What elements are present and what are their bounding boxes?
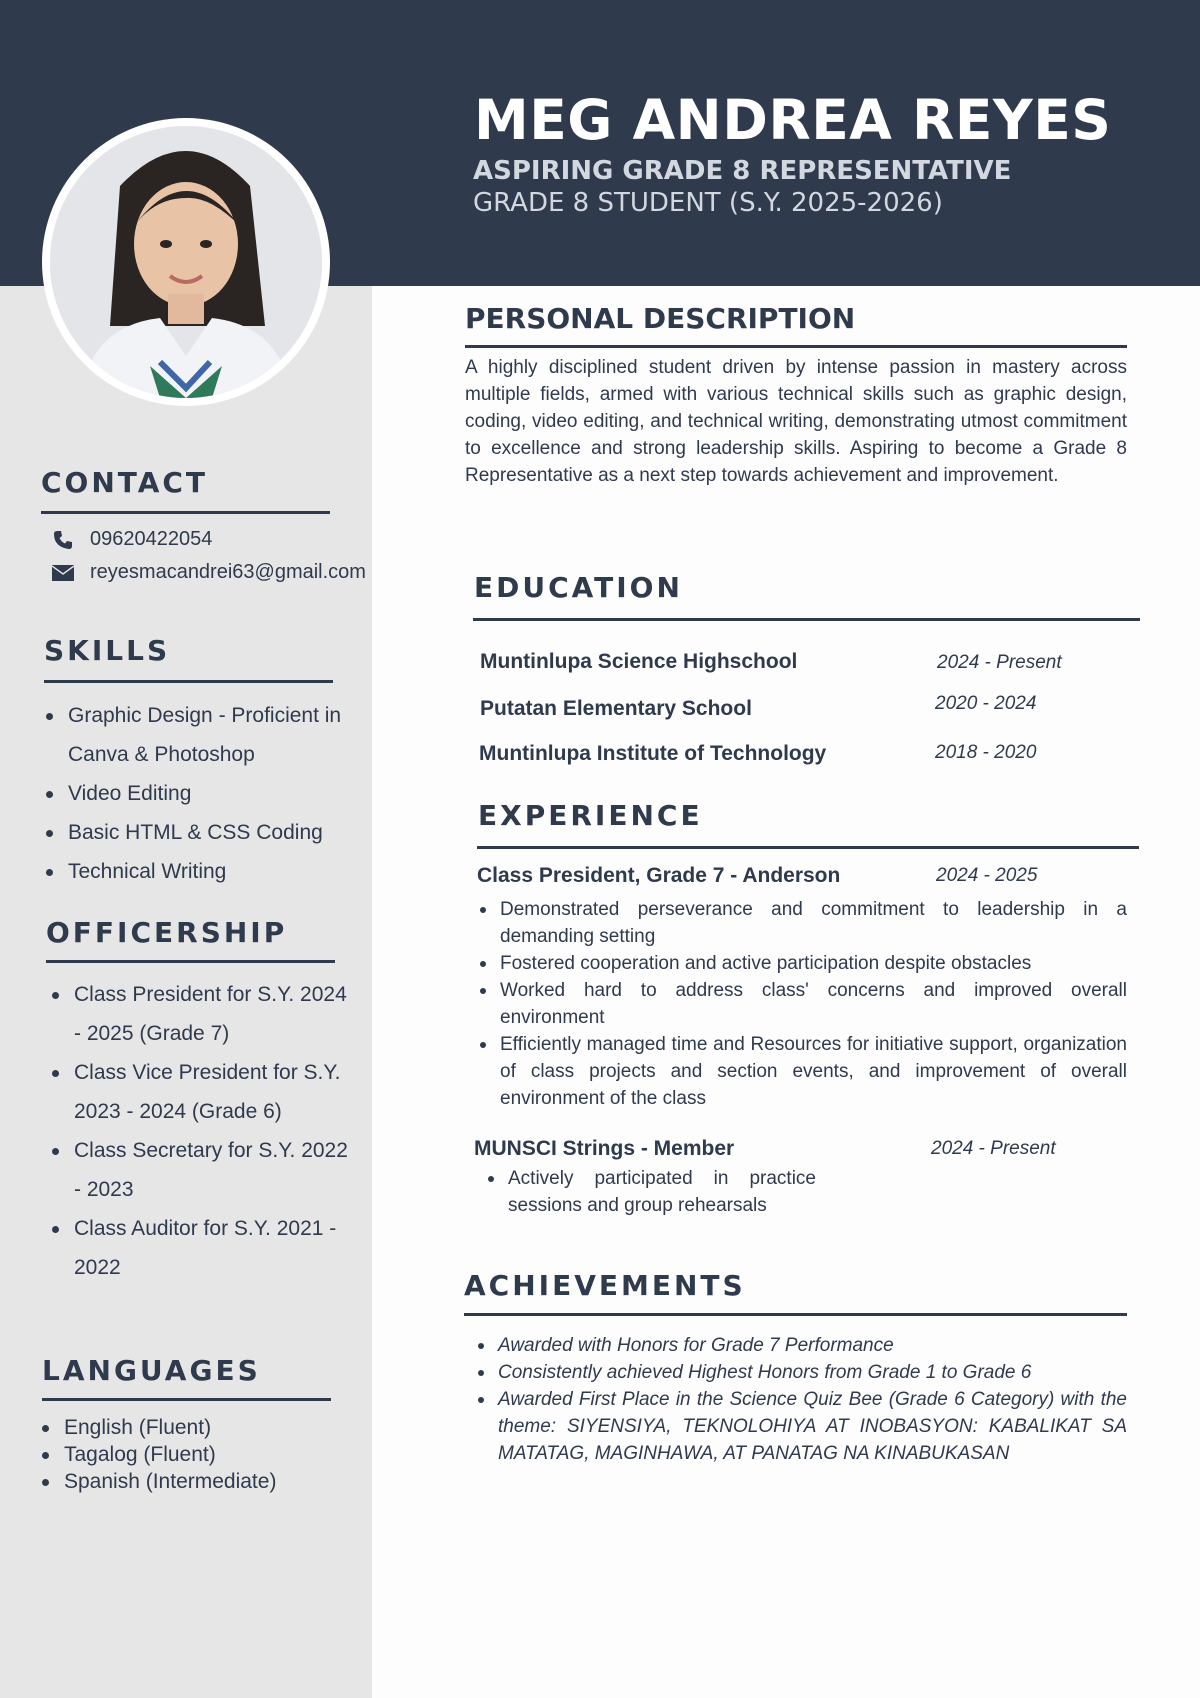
skills-heading: SKILLS — [44, 634, 171, 667]
achievement-item: Awarded First Place in the Science Quiz Bee (Grade 6 Category) with the theme: SIYENSIYA, TEKNOLOHIYA AT INOBASYON: KABALIKAT SA MATATAG, MAGINHAWA, AT PANATAG NA KINABUKASAN — [476, 1386, 1127, 1467]
officership-list — [50, 975, 350, 1287]
candidate-role: ASPIRING GRADE 8 REPRESENTATIVE — [473, 156, 1012, 186]
skill-item: Video Editing — [44, 774, 344, 813]
personal-description-heading: PERSONAL DESCRIPTION — [465, 302, 856, 335]
languages-list — [40, 1414, 340, 1495]
education-years: 2024 - Present — [937, 652, 1062, 673]
experience-divider — [477, 846, 1139, 849]
education-divider — [473, 618, 1140, 621]
experience-bullet: Actively participated in practice sessions and group rehearsals — [486, 1165, 816, 1219]
skill-item: Technical Writing — [44, 852, 344, 891]
experience-title: Class President, Grade 7 - Anderson — [477, 864, 841, 887]
office-item: Class President for S.Y. 2024 - 2025 (Grade 7) — [50, 975, 350, 1053]
languages-divider — [42, 1398, 331, 1401]
experience-heading: EXPERIENCE — [478, 799, 703, 832]
email-address: reyesmacandrei63@gmail.com — [90, 561, 366, 583]
achievement-item: Consistently achieved Highest Honors from Grade 1 to Grade 6 — [476, 1359, 1127, 1386]
skill-item: Basic HTML & CSS Coding — [44, 813, 344, 852]
office-item: Class Auditor for S.Y. 2021 - 2022 — [50, 1209, 350, 1287]
experience-bullet: Efficiently managed time and Resources for initiative support, organization of class projects and section events, and improvement of overall environment of the class — [478, 1031, 1127, 1112]
candidate-grade: GRADE 8 STUDENT (S.Y. 2025-2026) — [473, 188, 943, 218]
achievements-divider — [464, 1313, 1127, 1316]
officership-divider — [46, 960, 335, 963]
officership-heading: OFFICERSHIP — [46, 916, 288, 949]
office-item: Class Vice President for S.Y. 2023 - 2024 (Grade 6) — [50, 1053, 350, 1131]
office-item: Class Secretary for S.Y. 2022 - 2023 — [50, 1131, 350, 1209]
language-item: Tagalog (Fluent) — [40, 1441, 340, 1468]
profile-photo — [50, 126, 322, 398]
experience-years: 2024 - Present — [931, 1138, 1056, 1159]
experience-bullets — [486, 1165, 816, 1219]
experience-title: MUNSCI Strings - Member — [474, 1137, 735, 1160]
email-icon — [50, 562, 76, 584]
education-heading: EDUCATION — [474, 571, 683, 604]
achievement-item: Awarded with Honors for Grade 7 Performance — [476, 1332, 1127, 1359]
achievements-heading: ACHIEVEMENTS — [464, 1269, 746, 1302]
skill-item: Graphic Design - Proficient in Canva & Photoshop — [44, 696, 344, 774]
education-school: Muntinlupa Science Highschool — [480, 650, 798, 673]
experience-years: 2024 - 2025 — [936, 865, 1038, 886]
language-item: English (Fluent) — [40, 1414, 340, 1441]
experience-bullet: Demonstrated perseverance and commitment to leadership in a demanding setting — [478, 896, 1127, 950]
phone-icon — [50, 529, 76, 551]
personal-description-text: A highly disciplined student driven by intense passion in mastery across multiple fields, armed with various technical skills such as graphic design, coding, video editing, and technical writing, demonstrating utmost commitment to excellence and strong leadership skills. Aspiring to become a Grade 8 Representative as a next step towards achievement and improvement. — [465, 357, 1127, 486]
education-school: Putatan Elementary School — [480, 697, 752, 720]
avatar-illustration — [50, 126, 322, 398]
education-school: Muntinlupa Institute of Technology — [479, 742, 827, 765]
profile-photo-frame — [42, 118, 330, 406]
contact-divider — [41, 511, 330, 514]
languages-heading: LANGUAGES — [42, 1354, 261, 1387]
contact-phone[interactable] — [50, 528, 212, 551]
experience-bullet: Fostered cooperation and active participation despite obstacles — [478, 950, 1127, 977]
achievements-list — [476, 1332, 1127, 1467]
education-years: 2018 - 2020 — [935, 742, 1037, 763]
experience-bullets — [478, 896, 1127, 1112]
personal-description-divider — [465, 345, 1127, 348]
candidate-name: MEG ANDREA REYES — [474, 88, 1112, 152]
language-item: Spanish (Intermediate) — [40, 1468, 340, 1495]
phone-number: 09620422054 — [90, 528, 213, 550]
skills-list — [44, 696, 344, 891]
experience-bullet: Worked hard to address class' concerns and improved overall environment — [478, 977, 1127, 1031]
skills-divider — [44, 680, 333, 683]
contact-email[interactable] — [50, 561, 366, 584]
education-years: 2020 - 2024 — [935, 693, 1037, 714]
contact-heading: CONTACT — [41, 466, 209, 499]
